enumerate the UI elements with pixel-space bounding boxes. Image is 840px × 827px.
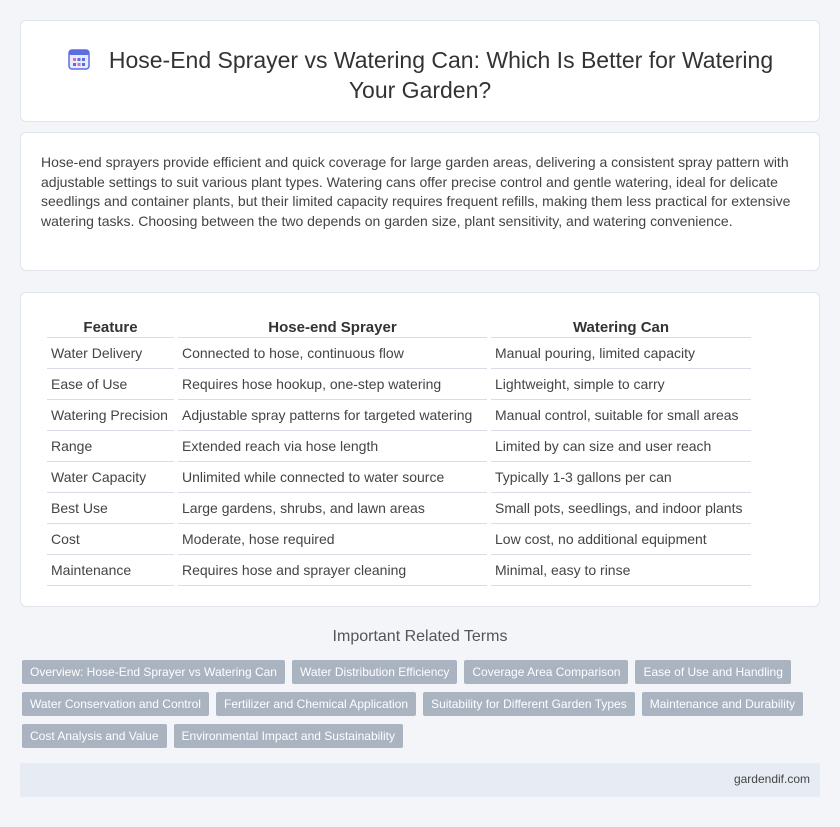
related-term-tag[interactable]: Maintenance and Durability xyxy=(642,692,803,716)
feature-cell: Maintenance xyxy=(47,555,174,586)
feature-cell: Best Use xyxy=(47,493,174,524)
sprayer-cell: Adjustable spray patterns for targeted watering xyxy=(178,400,487,431)
sprayer-cell: Connected to hose, continuous flow xyxy=(178,338,487,369)
feature-cell: Cost xyxy=(47,524,174,555)
can-cell: Manual pouring, limited capacity xyxy=(491,338,751,369)
sprayer-cell: Moderate, hose required xyxy=(178,524,487,555)
table-row xyxy=(47,369,751,400)
table-row xyxy=(47,555,751,586)
feature-cell: Water Delivery xyxy=(47,338,174,369)
related-term-tag[interactable]: Cost Analysis and Value xyxy=(22,724,167,748)
footer-bar xyxy=(20,763,820,797)
sprayer-cell: Unlimited while connected to water source xyxy=(178,462,487,493)
feature-cell: Range xyxy=(47,431,174,462)
sprayer-cell: Extended reach via hose length xyxy=(178,431,487,462)
table-row xyxy=(47,524,751,555)
related-term-tag[interactable]: Coverage Area Comparison xyxy=(464,660,628,684)
table-row xyxy=(47,462,751,493)
table-row xyxy=(47,493,751,524)
can-cell: Manual control, suitable for small areas xyxy=(491,400,751,431)
related-terms-heading: Important Related Terms xyxy=(332,628,508,645)
related-terms-tags xyxy=(22,660,812,748)
related-term-tag[interactable]: Environmental Impact and Sustainability xyxy=(174,724,403,748)
footer-site-link[interactable]: gardendif.com xyxy=(733,772,810,786)
calendar-grid-icon xyxy=(67,47,91,71)
sprayer-cell: Requires hose and sprayer cleaning xyxy=(178,555,487,586)
intro-card xyxy=(20,132,820,271)
header-feature: Feature xyxy=(47,317,174,338)
feature-cell: Watering Precision xyxy=(47,400,174,431)
sprayer-cell: Requires hose hookup, one-step watering xyxy=(178,369,487,400)
related-term-tag[interactable]: Fertilizer and Chemical Application xyxy=(216,692,416,716)
intro-paragraph: Hose-end sprayers provide efficient and quick coverage for large garden areas, delivering a consistent spray pattern with adjustable settings to suit various plant types. Watering cans offer precise control and gentle watering, ideal for delicate seedlings and container plants, but their limited capacity requires frequent refills, making them less practical for extensive watering tasks. Choosing between the two depends on garden size, plant sensitivity, and watering convenience. xyxy=(41,154,791,229)
table-header-row xyxy=(47,317,751,338)
comparison-card xyxy=(20,292,820,607)
related-term-tag[interactable]: Water Conservation and Control xyxy=(22,692,209,716)
can-cell: Limited by can size and user reach xyxy=(491,431,751,462)
title-card xyxy=(20,20,820,122)
related-term-tag[interactable]: Water Distribution Efficiency xyxy=(292,660,457,684)
related-term-tag[interactable]: Suitability for Different Garden Types xyxy=(423,692,635,716)
can-cell: Small pots, seedlings, and indoor plants xyxy=(491,493,751,524)
page-title: Hose-End Sprayer vs Watering Can: Which Is Better for Watering Your Garden? xyxy=(108,47,774,103)
related-term-tag[interactable]: Overview: Hose-End Sprayer vs Watering Can xyxy=(22,660,285,684)
page-title-wrap xyxy=(21,45,819,105)
sprayer-cell: Large gardens, shrubs, and lawn areas xyxy=(178,493,487,524)
related-term-tag[interactable]: Ease of Use and Handling xyxy=(635,660,790,684)
can-cell: Lightweight, simple to carry xyxy=(491,369,751,400)
can-cell: Typically 1-3 gallons per can xyxy=(491,462,751,493)
feature-cell: Ease of Use xyxy=(47,369,174,400)
header-watering-can: Watering Can xyxy=(491,317,751,338)
table-row xyxy=(47,338,751,369)
header-hose-end-sprayer: Hose-end Sprayer xyxy=(178,317,487,338)
can-cell: Low cost, no additional equipment xyxy=(491,524,751,555)
can-cell: Minimal, easy to rinse xyxy=(491,555,751,586)
comparison-table xyxy=(43,317,755,586)
table-row xyxy=(47,400,751,431)
table-row xyxy=(47,431,751,462)
feature-cell: Water Capacity xyxy=(47,462,174,493)
